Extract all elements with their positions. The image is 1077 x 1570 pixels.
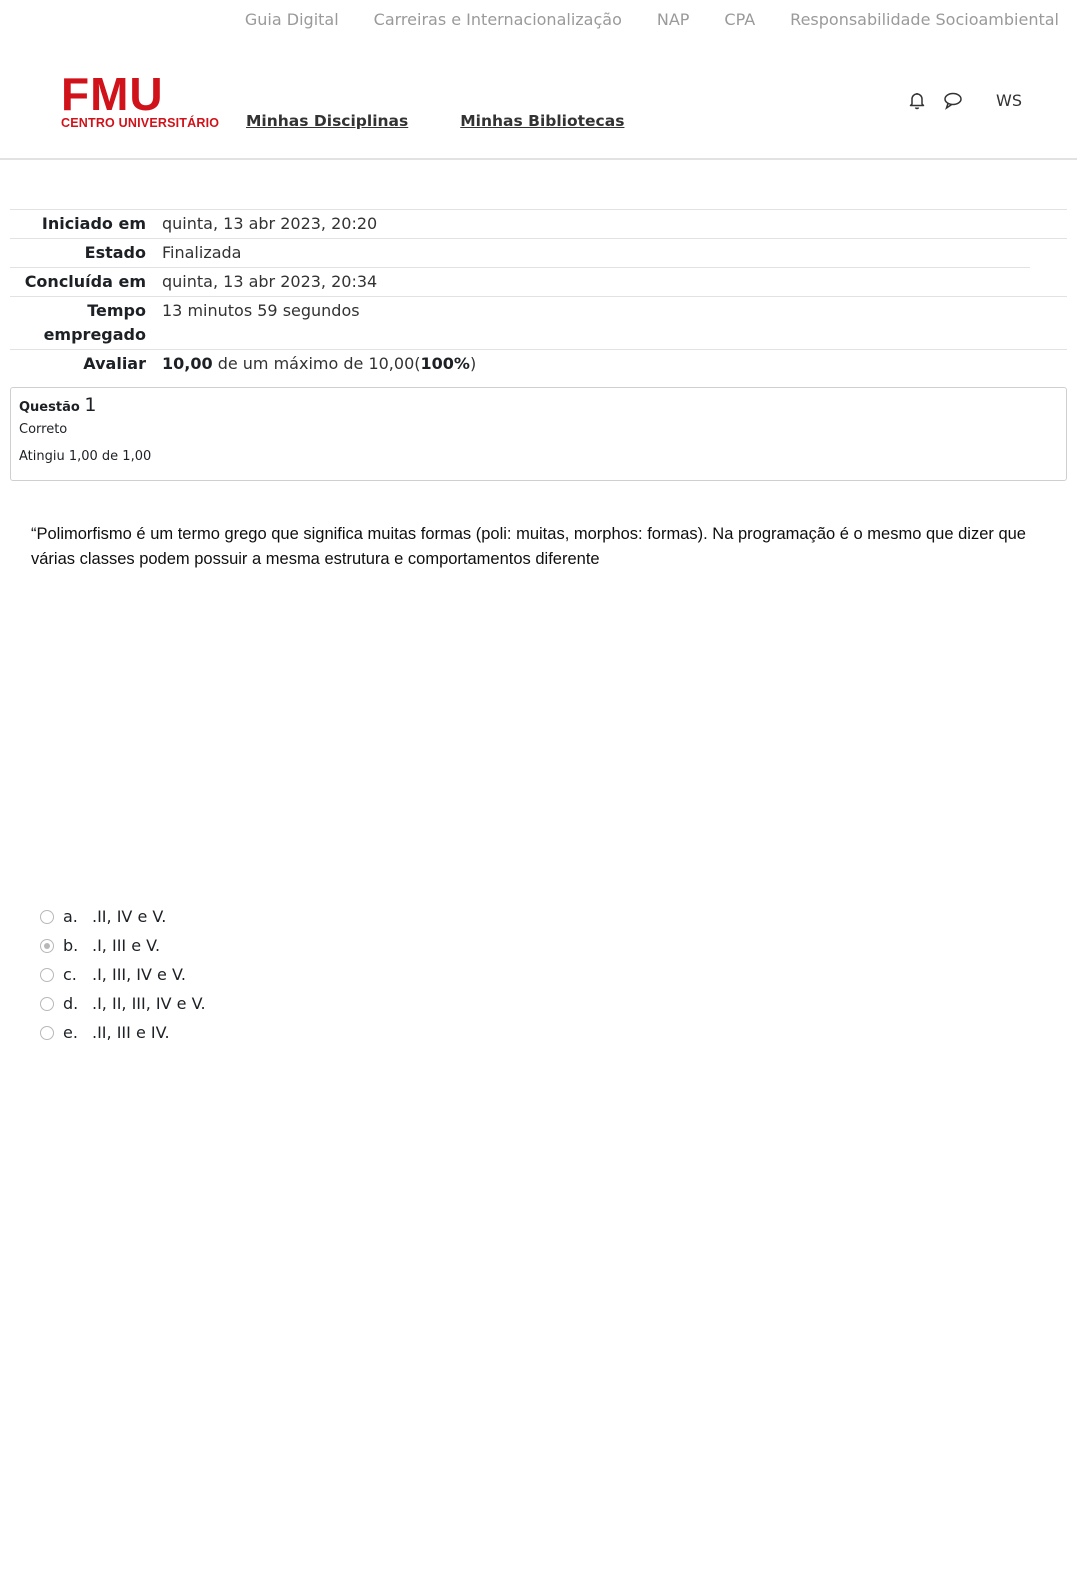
- question-text: “Polimorfismo é um termo grego que significa muitas formas (poli: muitas, morphos: formas). Na programação é o mesmo que dizer que várias classes podem possuir a mesma estrutura e comportamentos diferente: [31, 525, 1026, 568]
- state-value: Finalizada: [162, 243, 242, 262]
- answer-option-e[interactable]: [40, 1018, 206, 1047]
- main-nav: [246, 112, 624, 130]
- site-header: [0, 44, 1077, 160]
- nav-minhas-disciplinas[interactable]: Minhas Disciplinas: [246, 112, 409, 130]
- question-number: [19, 394, 1058, 416]
- started-value: quinta, 13 abr 2023, 20:20: [162, 214, 378, 233]
- link-nap[interactable]: NAP: [656, 10, 690, 29]
- logo-wordmark: FMU: [61, 68, 164, 120]
- question-mark: Atingiu 1,00 de 1,00: [19, 449, 152, 464]
- radio-d[interactable]: [40, 997, 54, 1011]
- answer-options: [40, 902, 206, 1047]
- radio-c[interactable]: [40, 968, 54, 982]
- grade-end: ): [469, 354, 477, 373]
- answer-text: .I, III e V.: [92, 936, 161, 955]
- summary-row-grade: [10, 350, 1067, 378]
- grade-label: Avaliar: [83, 354, 146, 373]
- answer-letter: e.: [63, 1023, 78, 1042]
- summary-row-completed: [10, 268, 1067, 297]
- answer-letter: a.: [63, 907, 78, 926]
- answer-letter: b.: [63, 936, 79, 955]
- answer-option-a[interactable]: [40, 902, 206, 931]
- link-responsabilidade[interactable]: Responsabilidade Socioambiental: [790, 10, 1059, 29]
- started-label: Iniciado em: [41, 214, 146, 233]
- answer-text: .II, III e IV.: [92, 1023, 170, 1042]
- link-guia-digital[interactable]: Guia Digital: [244, 10, 339, 29]
- time-value: 13 minutos 59 segundos: [162, 301, 360, 320]
- answer-option-d[interactable]: [40, 989, 206, 1018]
- answer-letter: d.: [63, 994, 79, 1013]
- header-actions: [906, 89, 1022, 111]
- answer-text: .I, III, IV e V.: [92, 965, 186, 984]
- answer-option-c[interactable]: [40, 960, 206, 989]
- completed-value: quinta, 13 abr 2023, 20:34: [162, 272, 378, 291]
- state-label: Estado: [84, 243, 146, 262]
- summary-row-started: [10, 210, 1067, 239]
- radio-e[interactable]: [40, 1026, 54, 1040]
- answer-option-b[interactable]: [40, 931, 206, 960]
- fmu-logo[interactable]: [61, 68, 220, 130]
- grade-value: [162, 352, 476, 376]
- user-menu[interactable]: WS: [996, 90, 1022, 110]
- grade-max-text: de um máximo de 10,00(: [212, 354, 421, 373]
- radio-a[interactable]: [40, 910, 54, 924]
- answer-letter: c.: [63, 965, 77, 984]
- nav-minhas-bibliotecas[interactable]: Minhas Bibliotecas: [460, 112, 625, 130]
- completed-label: Concluída em: [24, 272, 146, 291]
- question-label: Questão: [19, 400, 80, 415]
- answer-text: .II, IV e V.: [92, 907, 167, 926]
- question-info-box: [10, 387, 1067, 481]
- grade-percent: 100%: [420, 354, 470, 373]
- question-state: Correto: [19, 422, 68, 437]
- radio-b[interactable]: [40, 939, 54, 953]
- link-carreiras[interactable]: Carreiras e Internacionalização: [373, 10, 622, 29]
- question-number-value: 1: [84, 394, 97, 416]
- summary-row-state: [10, 239, 1030, 268]
- time-label: Tempo empregado: [43, 301, 146, 344]
- summary-row-time: [10, 297, 1067, 350]
- attempt-summary: [10, 209, 1067, 378]
- link-cpa[interactable]: CPA: [724, 10, 756, 29]
- bell-icon[interactable]: [906, 89, 928, 111]
- answer-text: .I, II, III, IV e V.: [92, 994, 206, 1013]
- chat-icon[interactable]: [942, 89, 964, 111]
- top-utility-nav: [245, 10, 1059, 29]
- grade-score: 10,00: [162, 354, 213, 373]
- logo-subtitle: CENTRO UNIVERSITÁRIO: [61, 116, 220, 130]
